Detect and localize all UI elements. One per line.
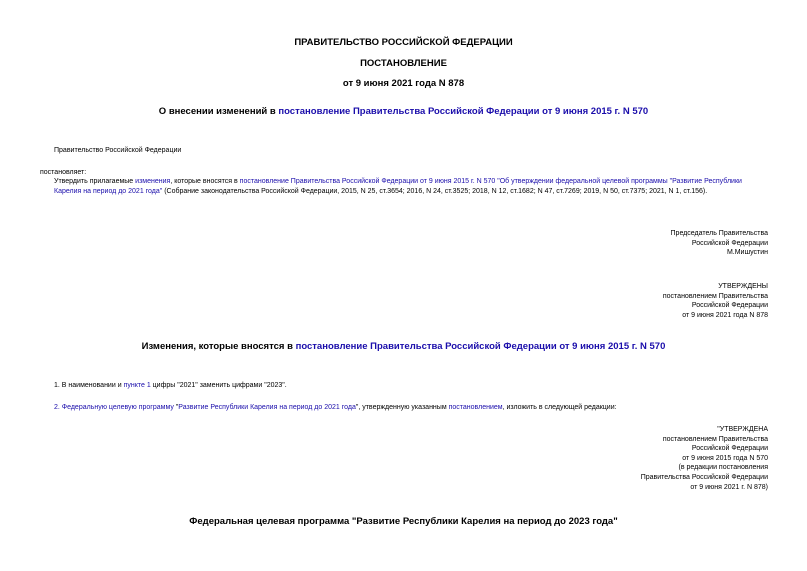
item1-point-link[interactable]: пункте 1 <box>123 382 151 389</box>
approved2-line-2: постановлением Правительства <box>662 435 768 443</box>
changes-link[interactable]: изменения <box>135 178 171 185</box>
approved-line-2: постановлением Правительства <box>662 292 768 300</box>
approved2-line-4: от 9 июня 2015 года N 570 <box>682 454 768 462</box>
decision-text-mid: , которые вносятся в <box>170 178 240 185</box>
approved2-line-1: "УТВЕРЖДЕНА <box>717 426 768 433</box>
document-title <box>0 106 807 117</box>
item2-quote: " <box>173 404 179 411</box>
doc-date-number: от 9 июня 2021 года N 878 <box>342 78 465 89</box>
decision-text-start: Утвердить прилагаемые <box>54 178 136 185</box>
approved-line-4: от 9 июня 2021 года N 878 <box>682 311 768 319</box>
item2-mid: ", утвержденную указанным <box>355 404 449 411</box>
approved2-line-7: от 9 июня 2021 г. N 878) <box>690 483 768 491</box>
approved-line-3: Российской Федерации <box>691 302 768 310</box>
signature-line-1: Председатель Правительства <box>670 230 768 237</box>
change-item-2 <box>54 403 617 413</box>
intro-government: Правительство Российской Федерации <box>54 147 182 154</box>
approved-block <box>663 282 768 320</box>
item2-decree-link[interactable]: постановлением <box>448 404 503 411</box>
item1-start: 1. В наименовании и <box>54 382 124 389</box>
item2-program-link[interactable]: 2. Федеральную целевую программу <box>54 404 174 411</box>
decree-570-link[interactable]: постановление Правительства Российской Федерации от 9 июня 2015 г. N 570 "Об утверждении федеральной целевой программы "Развитие Республики Карелия на период до 2021 года" <box>54 178 742 195</box>
approved-program-block <box>641 425 768 492</box>
title-prefix: О внесении изменений в <box>158 106 279 117</box>
signature-block <box>671 229 768 258</box>
title-link[interactable]: постановление Правительства Российской Федерации от 9 июня 2015 г. N 570 <box>278 106 649 117</box>
change-item-1 <box>54 381 287 391</box>
item2-karelia-link[interactable]: Развитие Республики Карелия на период до 2021 года <box>178 404 356 411</box>
approved2-line-6: Правительства Российской Федерации <box>640 473 768 481</box>
government-heading: ПРАВИТЕЛЬСТВО РОССИЙСКОЙ ФЕДЕРАЦИИ <box>294 37 513 48</box>
approved2-line-5: (в редакции постановления <box>678 464 768 472</box>
item2-end: , изложить в следующей редакции: <box>502 404 617 411</box>
decision-paragraph <box>54 177 770 196</box>
item1-end: цифры "2021" заменить цифрами "2023". <box>150 382 287 389</box>
decision-text-end: (Собрание законодательства Российской Федерации, 2015, N 25, ст.3654; 2016, N 24, ст.3525; 2018, N 12, ст.1682; N 47, ст.7269; 2019, N 50, ст.7375; 2021, N 1, ст.156). <box>162 187 708 195</box>
program-title: Федеральная целевая программа "Развитие Республики Карелия на период до 2023 года" <box>189 516 618 527</box>
signature-line-3: М.Мишустин <box>726 249 768 257</box>
changes-title-link[interactable]: постановление Правительства Российской Федерации от 9 июня 2015 г. N 570 <box>295 341 666 352</box>
changes-title-prefix: Изменения, которые вносятся в <box>141 341 296 352</box>
signature-line-2: Российской Федерации <box>691 239 768 247</box>
changes-title <box>0 341 807 352</box>
approved-line-1: УТВЕРЖДЕНЫ <box>718 283 768 290</box>
doc-type-heading: ПОСТАНОВЛЕНИЕ <box>360 58 447 69</box>
intro-decides: постановляет: <box>40 169 87 176</box>
approved2-line-3: Российской Федерации <box>691 445 768 453</box>
